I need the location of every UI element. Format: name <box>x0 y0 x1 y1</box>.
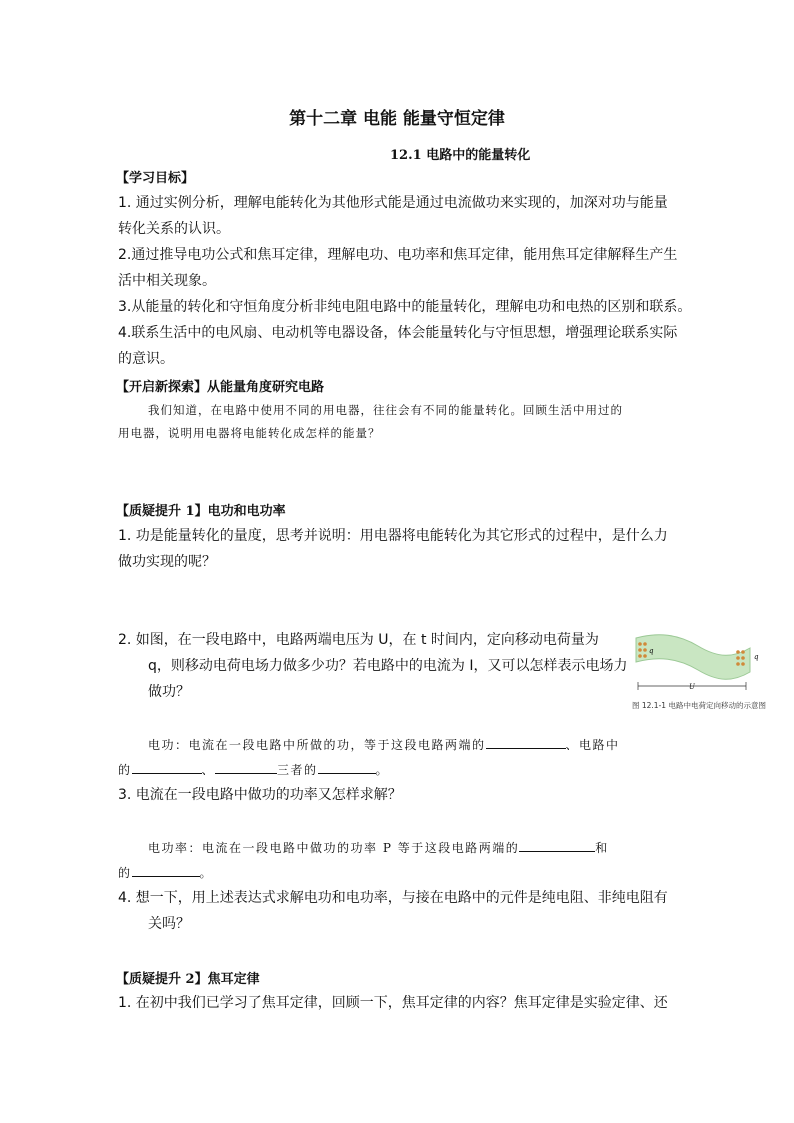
section2-heading: 【质疑提升 2】焦耳定律 <box>116 972 260 987</box>
objective-line: 2.通过推导电功公式和焦耳定律，理解电功、电功率和焦耳定律，能用焦耳定律解释生产生 <box>118 247 678 263</box>
explore-text-line: 我们知道，在电路中使用不同的用电器，往往会有不同的能量转化。回顾生活中用过的 <box>148 403 623 417</box>
section1-heading: 【质疑提升 1】电功和电功率 <box>116 504 286 519</box>
objective-line: 活中相关现象。 <box>118 273 216 289</box>
power-definition-line2 <box>118 864 213 881</box>
question-line: 关吗？ <box>148 916 190 932</box>
work-text: 。 <box>375 763 390 777</box>
voltage-label: U <box>689 683 695 691</box>
figure-caption: 图 12.1-1 电路中电荷定向移动的示意图 <box>632 701 766 710</box>
answer-blank[interactable] <box>486 736 566 749</box>
objective-line: 4.联系生活中的电风扇、电动机等电器设备，体会能量转化与守恒思想，增强理论联系实际 <box>118 325 678 341</box>
objective-line: 1. 通过实例分析，理解电能转化为其他形式能是通过电流做功来实现的，加深对功与能量 <box>118 195 668 211</box>
answer-blank[interactable] <box>519 839 595 852</box>
answer-blank[interactable] <box>132 864 200 877</box>
power-text: 。 <box>199 866 214 880</box>
conductor-tube <box>636 635 750 680</box>
question-4 <box>118 885 668 937</box>
power-text: 和 <box>595 841 609 855</box>
question-line: q，则移动电荷电场力做多少功？若电路中的电流为 I，又可以怎样表示电场力 <box>148 658 628 674</box>
answer-blank[interactable] <box>215 761 277 774</box>
explore-heading: 【开启新探索】从能量角度研究电路 <box>116 380 325 395</box>
charge-flow-figure <box>628 628 768 728</box>
chapter-title: 第十二章 电能 能量守恒定律 <box>289 109 505 129</box>
charge-label-right: q <box>754 653 759 661</box>
objective-line: 3.从能量的转化和守恒角度分析非纯电阻电路中的能量转化，理解电功和电热的区别和联系。 <box>118 299 692 315</box>
section2-question-1: 1. 在初中我们已学习了焦耳定律，回顾一下，焦耳定律的内容？焦耳定律是实验定律、还 <box>118 995 668 1011</box>
work-definition-line2 <box>118 761 389 778</box>
power-text: 电功率：电流在一段电路中做功的功率 P 等于这段电路两端的 <box>148 841 520 855</box>
power-text: 的 <box>118 866 132 880</box>
question-line: 做功实现的呢？ <box>118 554 216 570</box>
question-2 <box>118 627 627 705</box>
work-text: 三者的 <box>277 763 318 777</box>
work-definition-line1 <box>148 736 620 753</box>
section-subtitle: 12.1 电路中的能量转化 <box>390 148 531 163</box>
work-text: 、电路中 <box>565 738 620 752</box>
work-text: 的 <box>118 763 132 777</box>
objective-line: 转化关系的认识。 <box>118 221 230 237</box>
work-text: 、 <box>201 763 216 777</box>
question-3: 3. 电流在一段电路中做功的功率又怎样求解？ <box>118 787 402 803</box>
question-line: 2. 如图，在一段电路中，电路两端电压为 U，在 t 时间内，定向移动电荷量为 <box>118 632 599 648</box>
objective-line: 的意识。 <box>118 351 174 367</box>
answer-blank[interactable] <box>132 761 202 774</box>
answer-blank[interactable] <box>318 761 376 774</box>
question-1 <box>118 523 668 575</box>
question-line: 1. 功是能量转化的量度，思考并说明：用电器将电能转化为其它形式的过程中，是什么力 <box>118 528 668 544</box>
objectives-heading: 【学习目标】 <box>116 171 195 186</box>
charge-label-left: q <box>649 647 654 655</box>
work-text: 电功：电流在一段电路中所做的功，等于这段电路两端的 <box>148 738 486 752</box>
question-line: 4. 想一下，用上述表达式求解电功和电功率，与接在电路中的元件是纯电阻、非纯电阻有 <box>118 890 668 906</box>
question-line: 做功？ <box>148 684 190 700</box>
power-definition-line1 <box>148 839 609 856</box>
objectives-list <box>118 190 691 372</box>
explore-text-line: 用电器，说明用电器将电能转化成怎样的能量？ <box>118 426 381 440</box>
